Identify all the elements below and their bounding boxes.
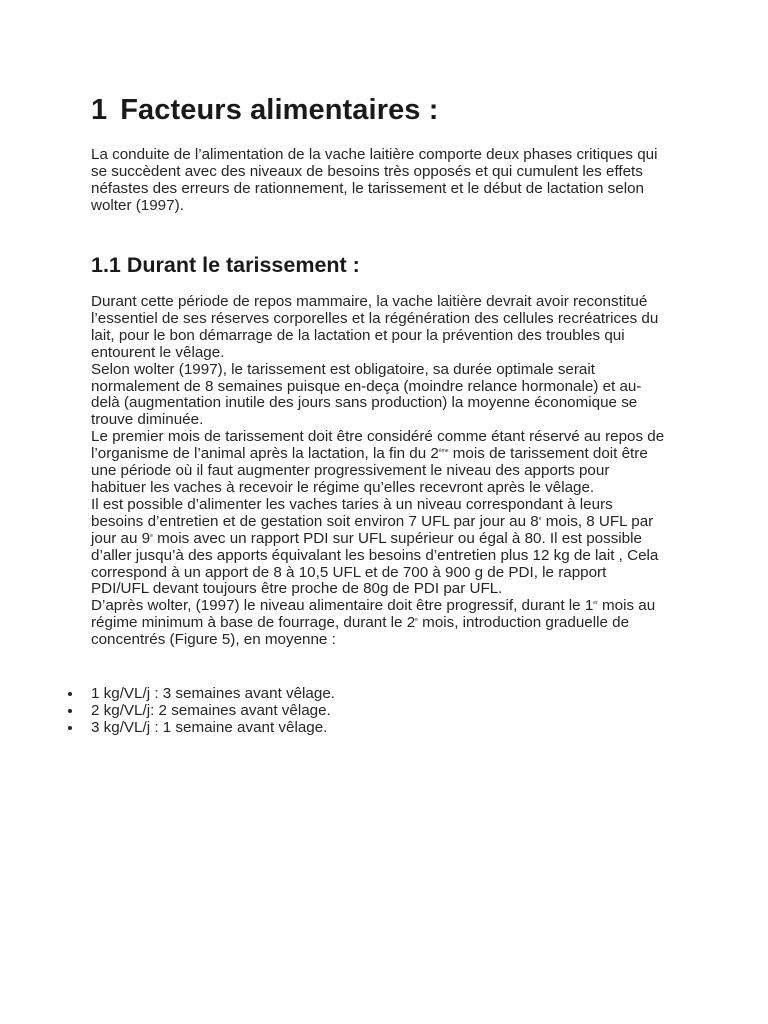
list-item-text: 3 kg/VL/j : 1 semaine avant vêlage. — [91, 719, 328, 736]
bullet-icon — [68, 726, 72, 730]
intro-line: La conduite de l’alimentation de la vache laitière comporte deux phases critiques qui — [91, 146, 658, 163]
body-line: une période où il faut augmenter progressivement le niveau des apports pour — [91, 462, 610, 480]
list-item-text: 1 kg/VL/j : 3 semaines avant vêlage. — [91, 685, 335, 702]
bullet-icon — [68, 709, 72, 713]
body-line: d’aller jusqu’à des apports équivalant les besoins d’entretien plus 12 kg de lait , Cela — [91, 546, 659, 564]
body-paragraph — [91, 294, 691, 649]
section-heading-1 — [91, 94, 438, 127]
body-line: PDI/UFL devant toujours être proche de 80g de PDI par UFL. — [91, 580, 503, 598]
body-line: Il est possible d’alimenter les vaches taries à un niveau correspondant à leurs — [91, 495, 613, 513]
body-line: Durant cette période de repos mammaire, la vache laitière devrait avoir reconstitué — [91, 293, 648, 310]
intro-line: wolter (1997). — [91, 196, 184, 214]
body-line: normalement de 8 semaines puisque en-deça (moindre relance hormonale) et au- — [91, 377, 642, 395]
list-item — [66, 702, 335, 719]
body-text: D’après wolter, (1997) le niveau alimentaire doit être progressif, durant le 1 — [91, 597, 594, 615]
body-line: Le premier mois de tarissement doit être considéré comme étant réservé au repos de — [91, 428, 665, 446]
body-line: l’essentiel de ses réserves corporelles et la régénération des cellules recréatrices du — [91, 309, 659, 327]
intro-paragraph — [91, 147, 691, 215]
body-line: delà (augmentation inutile des jours sans production) la moyenne économique se — [91, 394, 638, 412]
intro-line: néfastes des erreurs de rationnement, le tarissement et le début de lactation selon — [91, 179, 644, 197]
body-text: jour au 9 — [91, 529, 151, 547]
body-text: mois, 8 UFL par — [541, 512, 654, 530]
body-line: entourent le vêlage. — [91, 343, 225, 361]
superscript: ème — [438, 448, 449, 455]
body-line — [91, 446, 691, 463]
list-item — [66, 719, 335, 736]
body-text: besoins d’entretien et de gestation soit environ 7 UFL par jour au 8 — [91, 512, 539, 530]
body-line: trouve diminuée. — [91, 411, 204, 429]
superscript: e — [150, 532, 153, 539]
bullet-list — [66, 685, 335, 736]
body-line — [91, 615, 691, 632]
body-text: mois au — [597, 597, 656, 615]
superscript: e — [415, 617, 418, 624]
body-line: lait, pour le bon démarrage de la lactation et pour la prévention des troubles qui — [91, 326, 625, 344]
body-line: Selon wolter (1997), le tarissement est obligatoire, sa durée optimale serait — [91, 360, 595, 378]
superscript: er — [593, 600, 598, 607]
body-line: correspond à un apport de 8 à 10,5 UFL et de 700 à 900 g de PDI, le rapport — [91, 563, 607, 581]
body-text: l’organisme de l’animal après la lactation, la fin du 2 — [91, 445, 439, 463]
body-line — [91, 514, 691, 531]
body-line: habituer les vaches à recevoir le régime qu’elles recevront après le vêlage. — [91, 478, 595, 496]
body-line — [91, 598, 691, 615]
section-title: Facteurs alimentaires : — [120, 94, 439, 126]
body-text: mois avec un rapport PDI sur UFL supérieur ou égal à 80. Il est possible — [152, 529, 642, 547]
body-text: régime minimum à base de fourrage, durant le 2 — [91, 614, 416, 632]
body-line — [91, 531, 691, 548]
body-line: concentrés (Figure 5), en moyenne : — [91, 631, 336, 649]
body-text: mois de tarissement doit être — [448, 445, 648, 463]
bullet-icon — [68, 692, 72, 696]
superscript: e — [538, 515, 542, 522]
body-text: mois, introduction graduelle de — [417, 614, 630, 632]
intro-line: se succèdent avec des niveaux de besoins très opposés et qui cumulent les effets — [91, 162, 643, 180]
list-item-text: 2 kg/VL/j: 2 semaines avant vêlage. — [91, 702, 331, 719]
subsection-heading: 1.1 Durant le tarissement : — [91, 253, 360, 277]
section-number: 1 — [91, 94, 108, 126]
list-item — [66, 685, 335, 702]
